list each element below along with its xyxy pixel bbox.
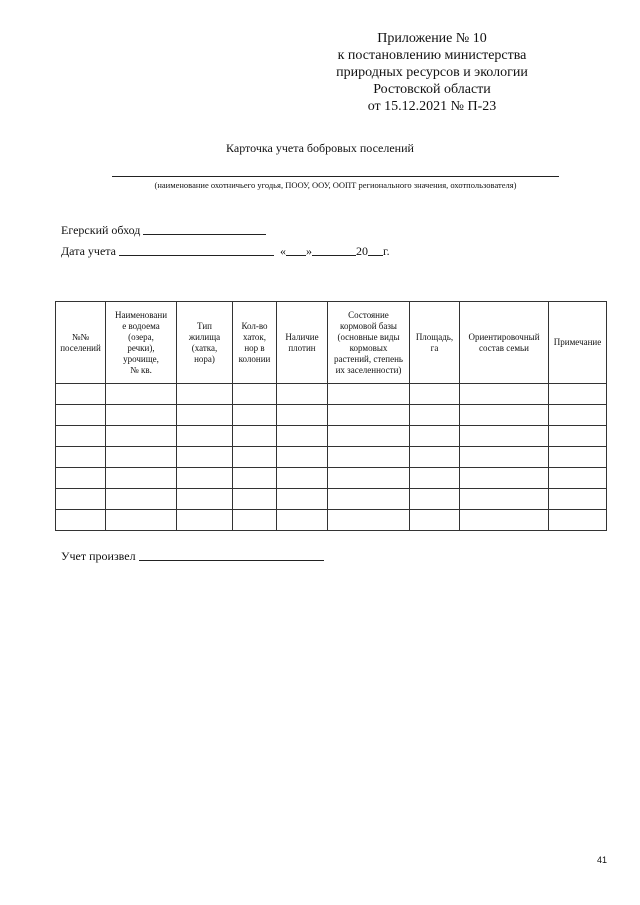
appendix-line: к постановлению министерства	[337, 48, 527, 63]
table-row	[56, 405, 607, 426]
appendix-line: Ростовской области	[373, 82, 491, 97]
table-cell[interactable]	[56, 384, 106, 405]
table-cell[interactable]	[410, 489, 460, 510]
table-cell[interactable]	[177, 510, 233, 531]
date-year-suffix: г.	[383, 244, 390, 258]
table-cell[interactable]	[549, 468, 607, 489]
table-cell[interactable]	[277, 426, 328, 447]
table-cell[interactable]	[106, 447, 177, 468]
table-cell[interactable]	[106, 405, 177, 426]
table-cell[interactable]	[549, 489, 607, 510]
table-cell[interactable]	[460, 447, 549, 468]
performed-by-field	[61, 548, 324, 564]
table-cell[interactable]	[460, 405, 549, 426]
ranger-district-field	[61, 222, 266, 238]
table-cell[interactable]	[56, 489, 106, 510]
column-header: Кол-во хаток, нор в колонии	[233, 302, 277, 384]
table-cell[interactable]	[277, 447, 328, 468]
table-cell[interactable]	[410, 447, 460, 468]
table-cell[interactable]	[277, 489, 328, 510]
table-row	[56, 447, 607, 468]
date-year-blank[interactable]	[368, 243, 383, 256]
date-year-prefix: 20	[356, 244, 368, 258]
performed-by-label: Учет произвел	[61, 549, 136, 563]
table-cell[interactable]	[328, 510, 410, 531]
appendix-line: природных ресурсов и экологии	[336, 65, 528, 80]
table-cell[interactable]	[56, 510, 106, 531]
table-row	[56, 489, 607, 510]
table-cell[interactable]	[549, 426, 607, 447]
table-cell[interactable]	[277, 405, 328, 426]
table-cell[interactable]	[106, 489, 177, 510]
table-cell[interactable]	[410, 426, 460, 447]
table-cell[interactable]	[328, 405, 410, 426]
table-cell[interactable]	[233, 405, 277, 426]
table-cell[interactable]	[460, 384, 549, 405]
survey-date-label: Дата учета	[61, 244, 116, 258]
table-cell[interactable]	[328, 384, 410, 405]
org-name-line[interactable]	[112, 176, 559, 177]
table-cell[interactable]	[106, 468, 177, 489]
table-cell[interactable]	[233, 384, 277, 405]
column-header: Состояние кормовой базы (основные виды кормовых растений, степень их заселенности)	[328, 302, 410, 384]
column-header: Тип жилища (хатка, нора)	[177, 302, 233, 384]
table-cell[interactable]	[177, 468, 233, 489]
table-cell[interactable]	[328, 447, 410, 468]
column-header: Ориентировочный состав семьи	[460, 302, 549, 384]
ranger-district-label: Егерский обход	[61, 223, 141, 237]
table-cell[interactable]	[177, 426, 233, 447]
table-cell[interactable]	[549, 405, 607, 426]
date-day-blank[interactable]	[286, 243, 306, 256]
survey-date-blank[interactable]	[119, 243, 274, 256]
page-number: 41	[596, 855, 607, 865]
appendix-line: Приложение № 10	[377, 31, 487, 46]
performed-by-blank[interactable]	[139, 548, 324, 561]
column-header: Примечание	[549, 302, 607, 384]
table-row	[56, 384, 607, 405]
table-cell[interactable]	[460, 468, 549, 489]
table-cell[interactable]	[106, 510, 177, 531]
table-cell[interactable]	[56, 447, 106, 468]
table-cell[interactable]	[328, 489, 410, 510]
table-cell[interactable]	[233, 468, 277, 489]
table-cell[interactable]	[460, 489, 549, 510]
column-header: №№ поселений	[56, 302, 106, 384]
table-cell[interactable]	[410, 468, 460, 489]
table-cell[interactable]	[233, 447, 277, 468]
table-cell[interactable]	[328, 426, 410, 447]
column-header: Наименовани е водоема (озера, речки), урочище, № кв.	[106, 302, 177, 384]
table-cell[interactable]	[106, 384, 177, 405]
table-cell[interactable]	[410, 384, 460, 405]
date-close-quote: »	[306, 244, 312, 258]
survey-date-field	[61, 243, 390, 259]
table-cell[interactable]	[277, 510, 328, 531]
table-row	[56, 510, 607, 531]
table-cell[interactable]	[549, 447, 607, 468]
table-cell[interactable]	[460, 510, 549, 531]
table-cell[interactable]	[549, 384, 607, 405]
table-cell[interactable]	[177, 384, 233, 405]
date-open-quote: «	[280, 244, 286, 258]
table-body	[56, 384, 607, 531]
table-row	[56, 426, 607, 447]
table-cell[interactable]	[549, 510, 607, 531]
table-cell[interactable]	[328, 468, 410, 489]
org-name-caption: (наименование охотничьего угодья, ПООУ, ООУ, ООПТ регионального значения, охотпользователя)	[154, 180, 517, 190]
table-cell[interactable]	[233, 489, 277, 510]
appendix-line: от 15.12.2021 № П-23	[367, 99, 497, 114]
table-row	[56, 468, 607, 489]
beaver-settlements-table	[55, 301, 607, 531]
column-header: Площадь, га	[410, 302, 460, 384]
table-cell[interactable]	[277, 384, 328, 405]
table-cell[interactable]	[460, 426, 549, 447]
table-cell[interactable]	[177, 405, 233, 426]
table-cell[interactable]	[233, 426, 277, 447]
table-cell[interactable]	[233, 510, 277, 531]
table-cell[interactable]	[410, 510, 460, 531]
table-cell[interactable]	[177, 447, 233, 468]
appendix-header	[302, 30, 562, 115]
table-cell[interactable]	[56, 468, 106, 489]
table-cell[interactable]	[56, 426, 106, 447]
form-title: Карточка учета бобровых поселений	[226, 141, 414, 155]
table-cell[interactable]	[106, 426, 177, 447]
table-cell[interactable]	[177, 489, 233, 510]
date-month-blank[interactable]	[312, 243, 356, 256]
ranger-district-blank[interactable]	[143, 222, 266, 235]
table-cell[interactable]	[410, 405, 460, 426]
table-header-row	[56, 302, 607, 384]
table-cell[interactable]	[277, 468, 328, 489]
table-cell[interactable]	[56, 405, 106, 426]
column-header: Наличие плотин	[277, 302, 328, 384]
